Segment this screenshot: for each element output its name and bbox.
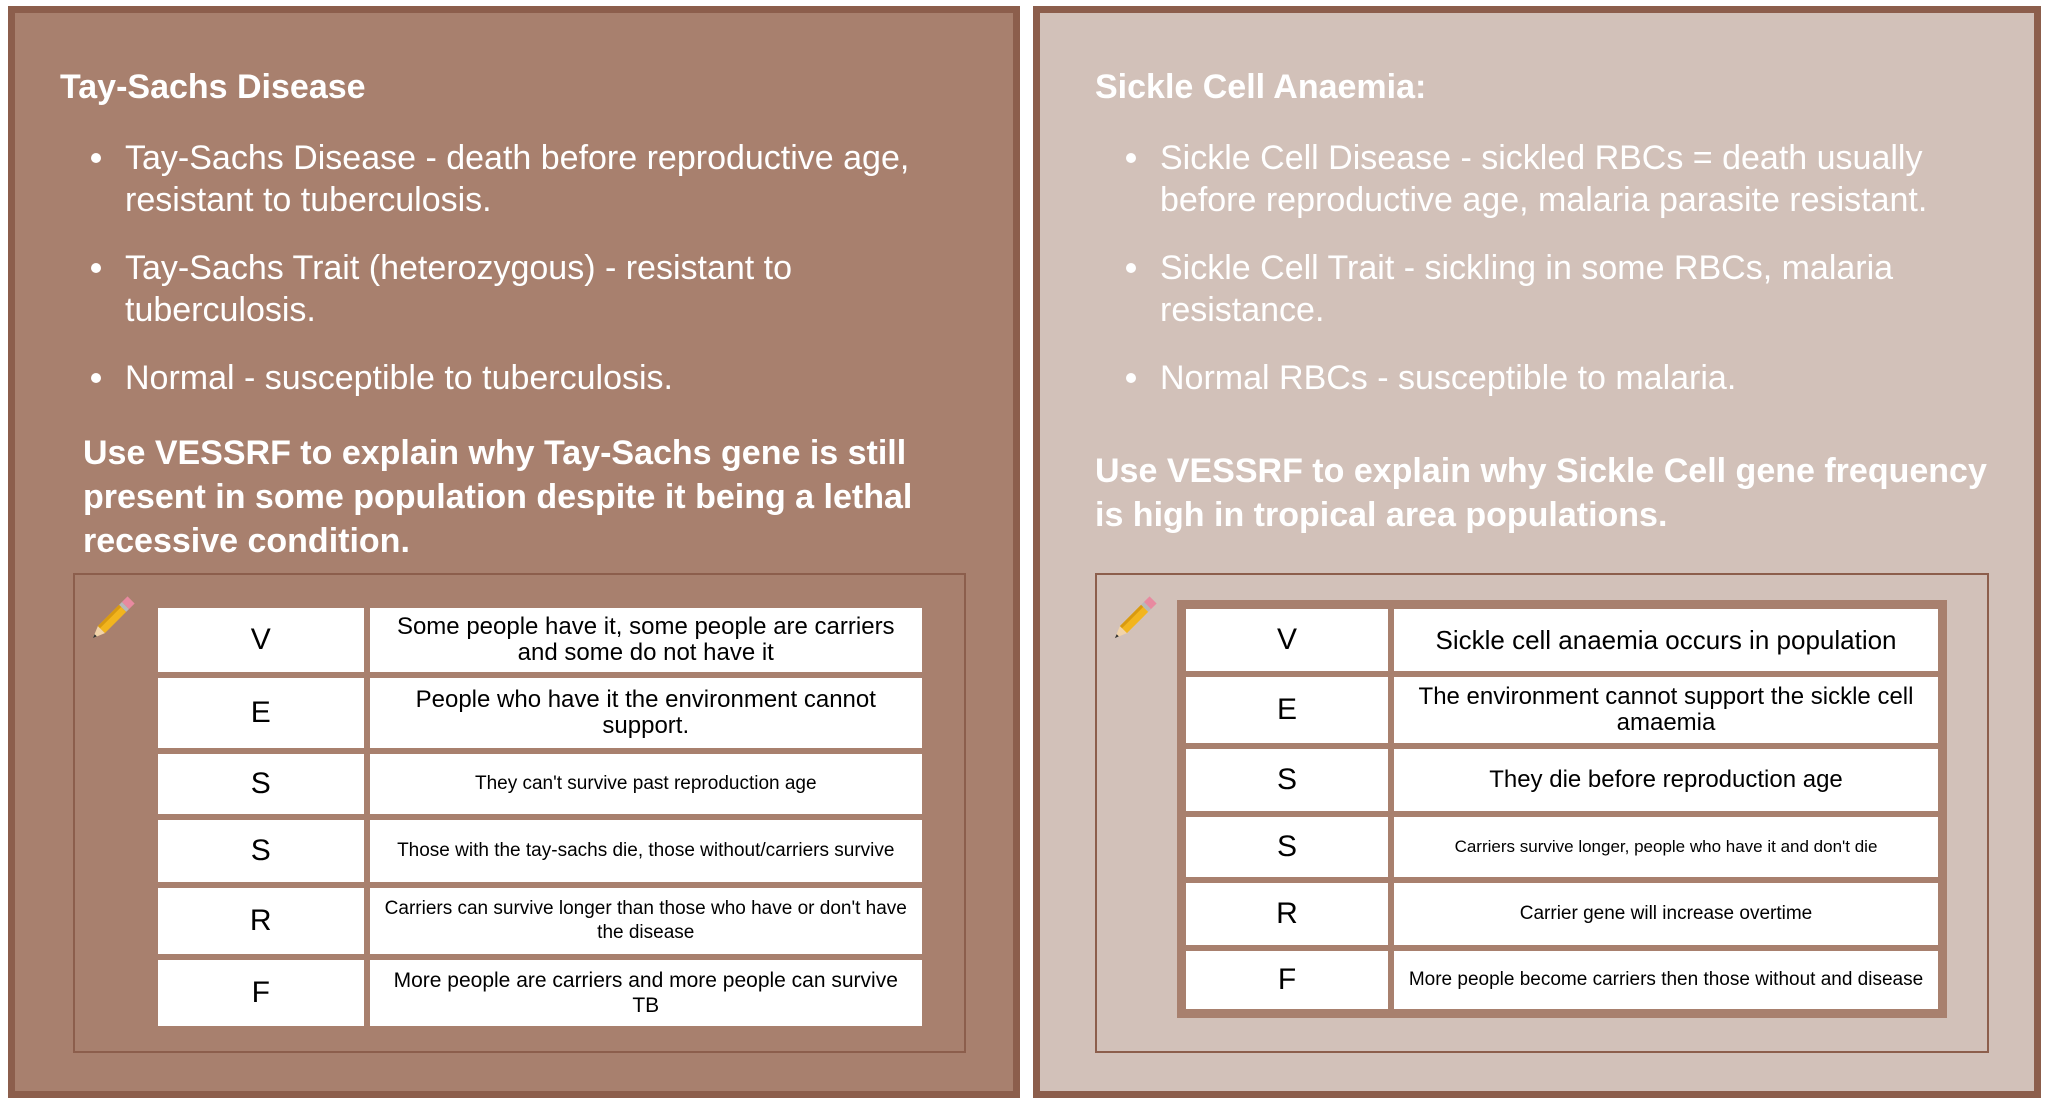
table-row (1183, 948, 1941, 1012)
letter-cell: S (1183, 746, 1391, 814)
table-row (1183, 746, 1941, 814)
answer-cell: People who have it the environment cannot support. (367, 675, 925, 751)
letter-cell: R (1183, 880, 1391, 948)
answer-box (1095, 573, 1989, 1053)
table-row (155, 675, 925, 751)
vessrf-table (155, 605, 925, 1029)
answer-cell: More people are carriers and more people can survive TB (367, 957, 925, 1029)
bullet-item: Sickle Cell Disease - sickled RBCs = death usually before reproductive age, malaria parasite resistant. (1120, 137, 1980, 221)
answer-cell: Sickle cell anaemia occurs in population (1391, 606, 1941, 674)
letter-cell: S (155, 751, 367, 817)
table-row (1183, 880, 1941, 948)
answer-cell: Those with the tay-sachs die, those without/carriers survive (367, 817, 925, 885)
bullet-item: Tay-Sachs Trait (heterozygous) - resistant to tuberculosis. (85, 247, 945, 331)
letter-cell: F (155, 957, 367, 1029)
answer-cell: Some people have it, some people are carriers and some do not have it (367, 605, 925, 675)
pencil-icon (1105, 590, 1163, 648)
bullet-item: Sickle Cell Trait - sickling in some RBCs, malaria resistance. (1120, 247, 1980, 331)
letter-cell: E (1183, 674, 1391, 746)
bullet-list (1120, 137, 1980, 425)
bullet-list (85, 137, 945, 425)
question-text: Use VESSRF to explain why Sickle Cell gene frequency is high in tropical area populations. (1095, 452, 1987, 534)
bullet-item: Normal RBCs - susceptible to malaria. (1120, 357, 1980, 399)
letter-cell: V (1183, 606, 1391, 674)
bullet-item: Normal - susceptible to tuberculosis. (85, 357, 945, 399)
pencil-icon (83, 590, 141, 648)
answer-cell: They can't survive past reproduction age (367, 751, 925, 817)
table-row (155, 605, 925, 675)
panel-title: Tay-Sachs Disease (60, 68, 366, 106)
panel-tay-sachs (8, 6, 1020, 1098)
letter-cell: R (155, 885, 367, 957)
table-row (1183, 674, 1941, 746)
vessrf-table (1177, 600, 1947, 1018)
answer-cell: They die before reproduction age (1391, 746, 1941, 814)
table-row (1183, 606, 1941, 674)
table-row (155, 957, 925, 1029)
question-text: Use VESSRF to explain why Tay-Sachs gene is still present in some population despite it being a lethal recessive condition. (83, 434, 913, 560)
answer-cell: The environment cannot support the sickle cell amaemia (1391, 674, 1941, 746)
letter-cell: E (155, 675, 367, 751)
panel-sickle-cell (1033, 6, 2041, 1098)
answer-cell: Carrier gene will increase overtime (1391, 880, 1941, 948)
letter-cell: V (155, 605, 367, 675)
panel-title: Sickle Cell Anaemia: (1095, 68, 1427, 106)
table-row (155, 817, 925, 885)
answer-cell: Carriers survive longer, people who have it and don't die (1391, 814, 1941, 880)
letter-cell: S (155, 817, 367, 885)
table-row (155, 885, 925, 957)
letter-cell: S (1183, 814, 1391, 880)
table-row (155, 751, 925, 817)
answer-box (73, 573, 966, 1053)
answer-cell: More people become carriers then those without and disease (1391, 948, 1941, 1012)
table-row (1183, 814, 1941, 880)
bullet-item: Tay-Sachs Disease - death before reproductive age, resistant to tuberculosis. (85, 137, 945, 221)
answer-cell: Carriers can survive longer than those who have or don't have the disease (367, 885, 925, 957)
letter-cell: F (1183, 948, 1391, 1012)
